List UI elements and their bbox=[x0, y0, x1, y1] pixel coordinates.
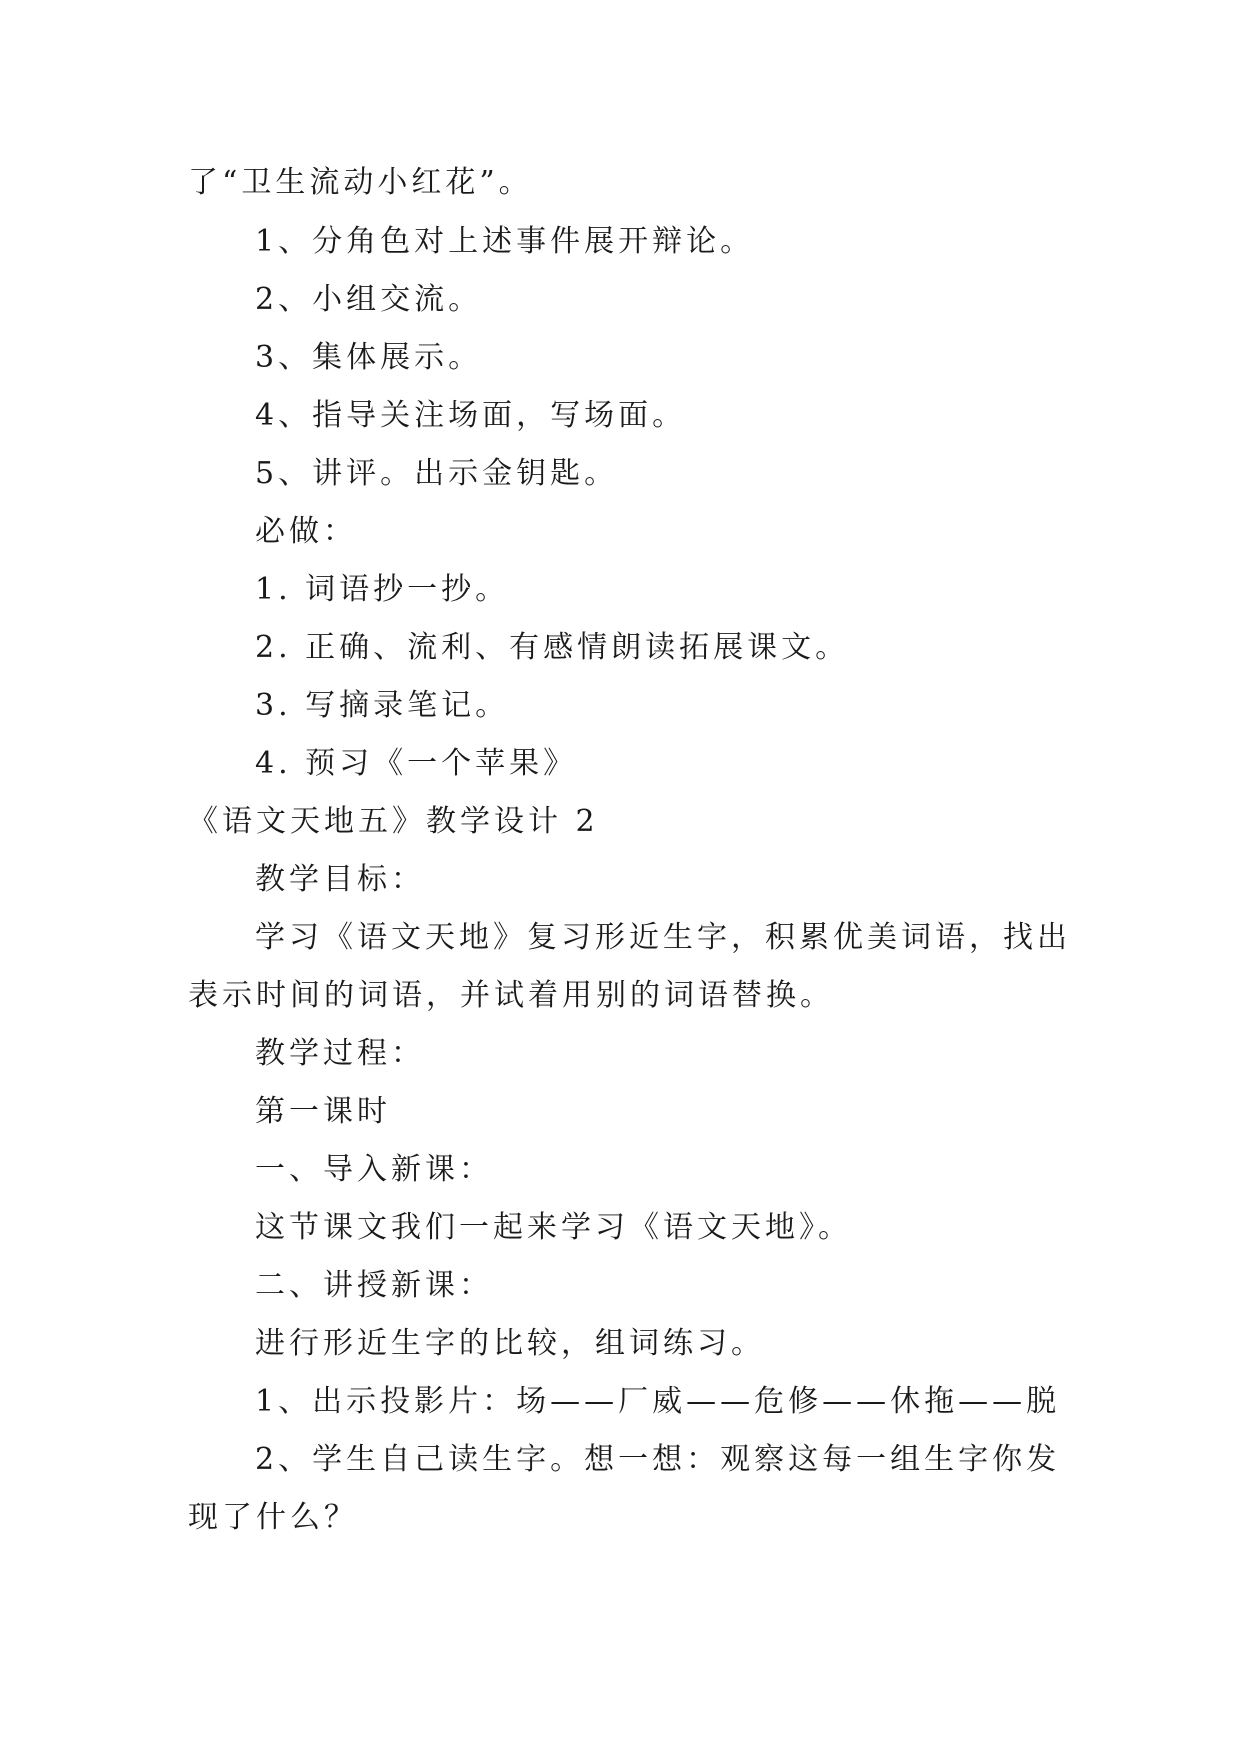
section-label: 必做： bbox=[255, 514, 357, 549]
list-item: 1、分角色对上述事件展开辩论。 bbox=[255, 224, 755, 259]
paragraph-line: 这节课文我们一起来学习《语文天地》。 bbox=[255, 1210, 852, 1245]
section-label: 教学目标： bbox=[255, 862, 425, 897]
list-item: 4、指导关注场面，写场面。 bbox=[255, 398, 687, 433]
section-title: 《语文天地五》教学设计 2 bbox=[188, 804, 599, 839]
paragraph-line: 表示时间的词语，并试着用别的词语替换。 bbox=[188, 978, 834, 1013]
section-label: 教学过程： bbox=[255, 1036, 425, 1071]
paragraph-line: 学习《语文天地》复习形近生字，积累优美词语，找出 bbox=[255, 920, 1071, 955]
section-label: 一、导入新课： bbox=[255, 1152, 493, 1187]
list-item: 1、出示投影片：场——厂威——危修——休拖——脱 bbox=[255, 1384, 1061, 1419]
list-item: 2. 正确、流利、有感情朗读拓展课文。 bbox=[255, 630, 850, 665]
paragraph-line: 进行形近生字的比较，组词练习。 bbox=[255, 1326, 765, 1361]
list-item: 3、集体展示。 bbox=[255, 340, 483, 375]
list-item: 3. 写摘录笔记。 bbox=[255, 688, 510, 723]
list-item: 2、小组交流。 bbox=[255, 282, 483, 317]
section-label: 二、讲授新课： bbox=[255, 1268, 493, 1303]
list-item: 2、学生自己读生字。想一想：观察这每一组生字你发 bbox=[255, 1442, 1061, 1477]
section-label: 第一课时 bbox=[255, 1094, 391, 1129]
paragraph-line: 现了什么？ bbox=[188, 1500, 358, 1535]
list-item: 4. 预习《一个苹果》 bbox=[255, 746, 578, 781]
paragraph-line: 了“卫生流动小红花”。 bbox=[188, 165, 533, 200]
list-item: 5、讲评。出示金钥匙。 bbox=[255, 456, 619, 491]
list-item: 1. 词语抄一抄。 bbox=[255, 572, 510, 607]
